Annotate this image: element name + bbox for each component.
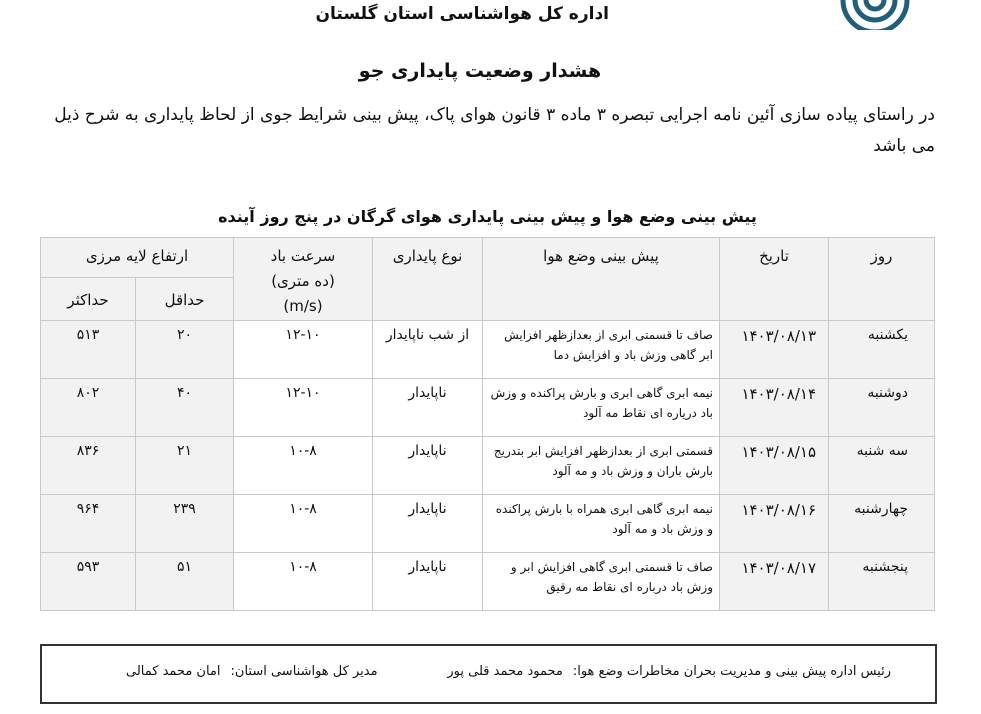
row-weather: نیمه ابری گاهی ابری و بارش پراکنده و وزش باد دریاره ای نقاط مه آلود bbox=[483, 379, 720, 437]
forecast-table bbox=[40, 237, 935, 611]
forecast-head-signature bbox=[447, 664, 891, 679]
row-wind-speed: ۱۲-۱۰ bbox=[234, 379, 373, 437]
header-stability: نوع پایداری bbox=[373, 238, 483, 321]
forecast-head-name: محمود محمد قلی پور bbox=[447, 664, 563, 679]
table-caption: پیش بینی وضع هوا و پیش بینی پایداری هوای گرگان در پنج روز آینده bbox=[218, 207, 757, 226]
row-boundary-max: ۸۰۲ bbox=[41, 379, 136, 437]
organization-name: اداره کل هواشناسی استان گلستان bbox=[315, 4, 609, 24]
row-stability: ناپایدار bbox=[373, 553, 483, 611]
row-day: سه شنبه bbox=[829, 437, 935, 495]
header-date: تاریخ bbox=[720, 238, 829, 321]
row-weather: قسمتی ابری از بعدازظهر افزایش ابر بتدریج بارش باران و وزش باد و مه آلود bbox=[483, 437, 720, 495]
header-min: حداقل bbox=[136, 278, 234, 321]
row-stability: از شب ناپایدار bbox=[373, 321, 483, 379]
page-title: هشدار وضعیت پایداری جو bbox=[358, 60, 602, 82]
row-date: ۱۴۰۳/۰۸/۱۳ bbox=[720, 321, 829, 379]
header-max: حداکثر bbox=[41, 278, 136, 321]
intro-paragraph: در راستای پیاده سازی آئین نامه اجرایی تبصره ۳ ماده ۳ قانون هوای پاک، پیش بینی شرایط جوی از لحاظ پایداری به شرح ذیل می باشد bbox=[54, 105, 935, 156]
row-boundary-min: ۲۳۹ bbox=[136, 495, 234, 553]
director-role: مدیر کل هواشناسی استان: bbox=[230, 664, 378, 679]
header-day: روز bbox=[829, 238, 935, 321]
row-wind-speed: ۱۲-۱۰ bbox=[234, 321, 373, 379]
table-row bbox=[41, 553, 935, 611]
row-boundary-max: ۸۳۶ bbox=[41, 437, 136, 495]
row-stability: ناپایدار bbox=[373, 379, 483, 437]
row-day: یکشنبه bbox=[829, 321, 935, 379]
row-date: ۱۴۰۳/۰۸/۱۵ bbox=[720, 437, 829, 495]
row-wind-speed: ۱۰-۸ bbox=[234, 437, 373, 495]
row-boundary-min: ۵۱ bbox=[136, 553, 234, 611]
row-weather: صاف تا قسمتی ابری از بعدازظهر افزایش ابر گاهی وزش باد و افزایش دما bbox=[483, 321, 720, 379]
table-row bbox=[41, 379, 935, 437]
row-boundary-max: ۹۶۴ bbox=[41, 495, 136, 553]
row-stability: ناپایدار bbox=[373, 437, 483, 495]
table-row bbox=[41, 437, 935, 495]
row-boundary-min: ۴۰ bbox=[136, 379, 234, 437]
row-day: چهارشنبه bbox=[829, 495, 935, 553]
meteorology-logo-icon bbox=[838, 0, 912, 30]
row-boundary-min: ۲۱ bbox=[136, 437, 234, 495]
row-day: دوشنبه bbox=[829, 379, 935, 437]
row-weather: نیمه ابری گاهی ابری همراه با بارش پراکنده و وزش باد و مه آلود bbox=[483, 495, 720, 553]
director-signature bbox=[126, 664, 378, 679]
header-boundary-layer: ارتفاع لایه مرزی bbox=[41, 238, 234, 278]
header-wind-line2: (ده متری) bbox=[271, 272, 335, 290]
row-wind-speed: ۱۰-۸ bbox=[234, 553, 373, 611]
row-date: ۱۴۰۳/۰۸/۱۶ bbox=[720, 495, 829, 553]
row-date: ۱۴۰۳/۰۸/۱۴ bbox=[720, 379, 829, 437]
table-row bbox=[41, 321, 935, 379]
row-day: پنجشنبه bbox=[829, 553, 935, 611]
header-wind-speed bbox=[234, 238, 373, 321]
row-stability: ناپایدار bbox=[373, 495, 483, 553]
row-weather: صاف تا قسمتی ابری گاهی افزایش ابر و وزش باد درباره ای نقاط مه رقیق bbox=[483, 553, 720, 611]
header-wind-line1: سرعت باد bbox=[270, 247, 336, 265]
table-row bbox=[41, 495, 935, 553]
forecast-head-role: رئیس اداره پیش بینی و مدیریت بحران مخاطرات وضع هوا: bbox=[572, 664, 891, 679]
row-wind-speed: ۱۰-۸ bbox=[234, 495, 373, 553]
row-date: ۱۴۰۳/۰۸/۱۷ bbox=[720, 553, 829, 611]
director-name: امان محمد کمالی bbox=[126, 664, 221, 679]
row-boundary-min: ۲۰ bbox=[136, 321, 234, 379]
header-wind-line3: (m/s) bbox=[283, 297, 323, 315]
row-boundary-max: ۵۱۳ bbox=[41, 321, 136, 379]
header-weather: پیش بینی وضع هوا bbox=[483, 238, 720, 321]
row-boundary-max: ۵۹۳ bbox=[41, 553, 136, 611]
